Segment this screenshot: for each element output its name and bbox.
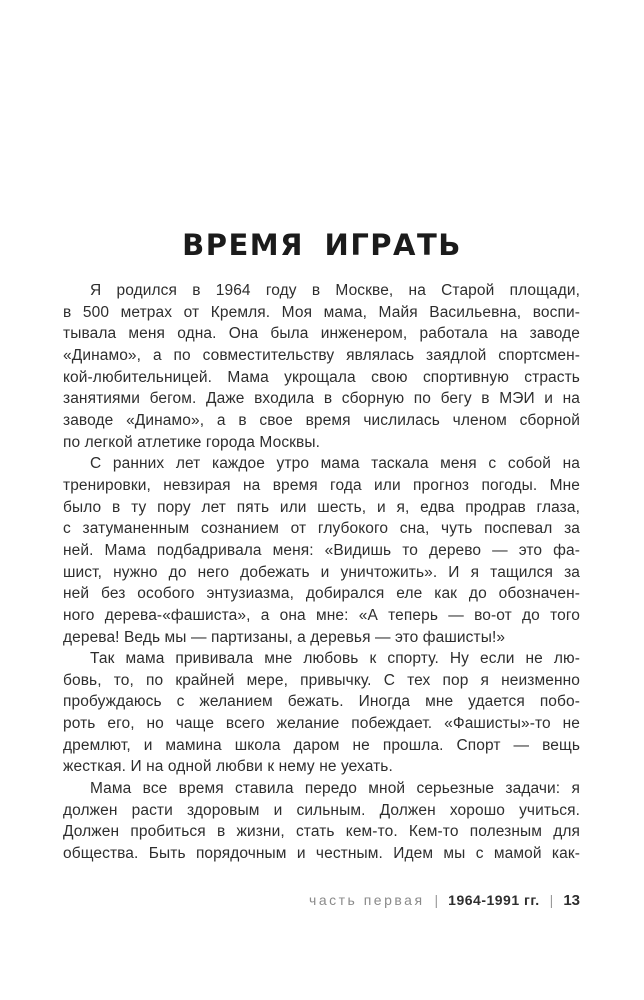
text-line: Так мама прививала мне любовь к спорту. Ну если не лю- (90, 650, 580, 668)
text-line: общества. Быть порядочным и честным. Идем мы с мамой как- (63, 845, 580, 863)
text-line: по легкой атлетике города Москвы. (63, 433, 321, 451)
footer-years-label: 1964-1991 гг. (448, 892, 540, 908)
text-line: пробуждаюсь с желанием бежать. Иногда мне удается побо- (63, 693, 580, 711)
text-line: должен расти здоровым и сильным. Должен хорошо учиться. (63, 801, 580, 819)
page-footer (309, 891, 580, 910)
text-line: Мама все время ставила передо мной серьезные задачи: я (90, 780, 580, 798)
text-line: занятиями бегом. Даже входила в сборную по бегу в МЭИ и на (63, 390, 580, 408)
text-line: ного дерева-«фашиста», а она мне: «А теперь — во-от до того (63, 606, 580, 624)
text-line: роть его, но чаще всего желание побеждает. «Фашисты»-то не (63, 715, 580, 733)
text-line: заводе «Динамо», а в свое время числилась членом сборной (63, 411, 580, 429)
footer-divider: | (434, 892, 439, 908)
footer-divider: | (549, 892, 554, 908)
text-line: кой-любительницей. Мама укрощала свою спортивную страсть (63, 368, 580, 386)
footer-section-label: часть первая (309, 892, 425, 908)
text-line: жесткая. И на одной любви к нему не уехать. (63, 758, 393, 776)
text-line: с затуманенным сознанием от глубокого сна, чуть поспевал за (63, 520, 580, 538)
text-line: дремлют, и мамина школа даром не прошла. Спорт — вещь (63, 736, 580, 754)
text-line: Должен пробиться в жизни, стать кем-то. Кем-то полезным для (63, 823, 580, 841)
body-text (63, 280, 580, 865)
text-line: тренировки, невзирая на время года или прогноз погоды. Мне (63, 476, 580, 494)
chapter-title: ВРЕМЯ ИГРАТЬ (182, 228, 462, 263)
text-line: ней без особого энтузиазма, добирался еле как до обозначен- (63, 585, 580, 603)
text-line: шист, нужно до него добежать и уничтожить». И я тащился за (63, 563, 580, 581)
text-line: тывала меня одна. Она была инженером, работала на заводе (63, 325, 580, 343)
text-line: было в ту пору лет пять или шесть, и я, едва продрав глаза, (63, 498, 580, 516)
text-line: в 500 метрах от Кремля. Моя мама, Майя Васильевна, воспи- (63, 303, 580, 321)
text-line: бовь, то, по крайней мере, привычку. С тех пор я неизменно (63, 671, 580, 689)
text-line: Я родился в 1964 году в Москве, на Старой площади, (90, 282, 580, 299)
page-number: 13 (563, 892, 580, 909)
text-line: дерева! Ведь мы — партизаны, а деревья — это фашисты!» (63, 628, 506, 646)
text-line: С ранних лет каждое утро мама таскала меня с собой на (90, 455, 580, 473)
text-line: ней. Мама подбадривала меня: «Видишь то дерево — это фа- (63, 541, 580, 559)
text-line: «Динамо», а по совместительству являлась заядлой спортсмен- (63, 346, 580, 364)
